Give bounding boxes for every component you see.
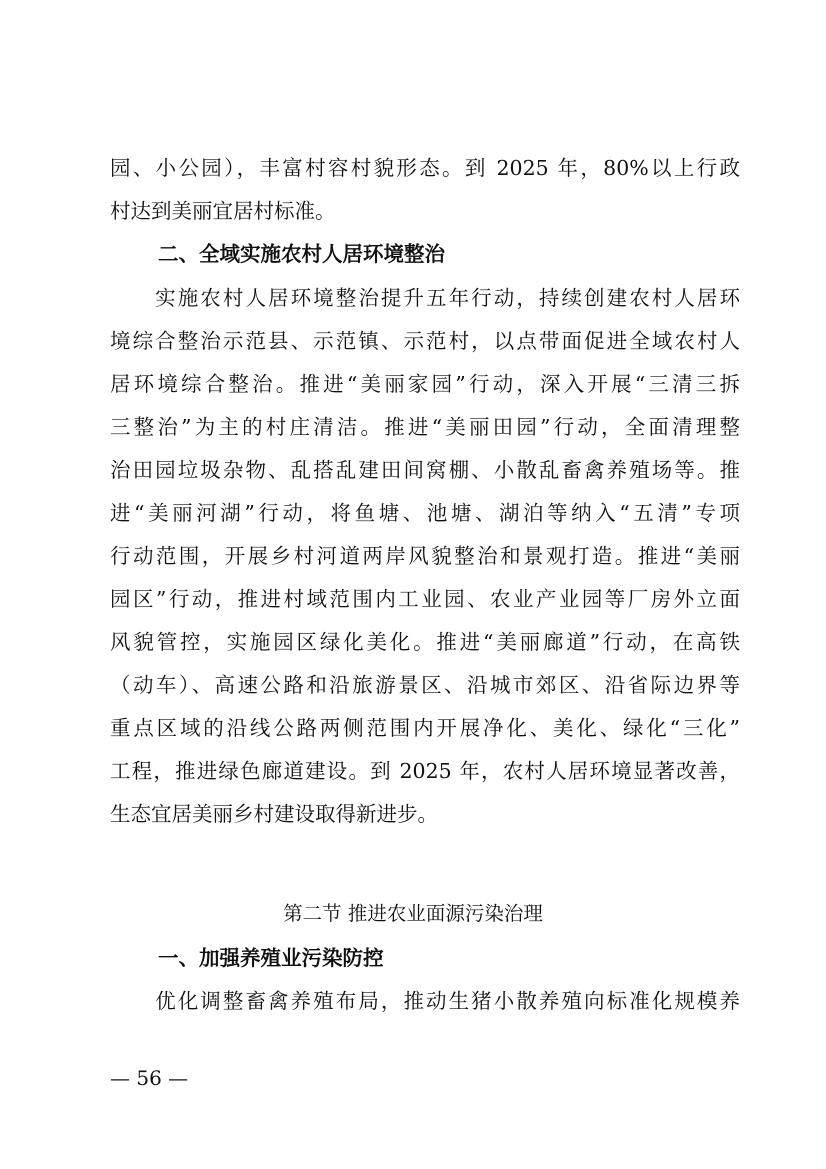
body-text-line: 生态宜居美丽乡村建设取得新进步。 bbox=[110, 802, 438, 826]
body-text-line: 境综合整治示范县、示范镇、示范村，以点带面促进全域农村人 bbox=[110, 329, 740, 353]
body-text-line: 园、小公园），丰富村容村貌形态。到 2025 年，80%以上行政 bbox=[110, 156, 740, 180]
page-number: — 56 — bbox=[110, 1066, 189, 1090]
body-text-line: 行动范围，开展乡村河道两岸风貌整治和景观打造。推进“美丽 bbox=[110, 544, 740, 568]
body-text-line: 实施农村人居环境整治提升五年行动，持续创建农村人居环 bbox=[110, 286, 740, 310]
body-text-line: 工程，推进绿色廊道建设。到 2025 年，农村人居环境显著改善， bbox=[110, 759, 740, 783]
body-text-line: 风貌管控，实施园区绿化美化。推进“美丽廊道”行动，在高铁 bbox=[110, 630, 740, 654]
body-text-line: 优化调整畜禽养殖布局，推动生猪小散养殖向标准化规模养 bbox=[110, 989, 740, 1013]
section-heading: 二、全域实施农村人居环境整治 bbox=[158, 242, 445, 266]
body-text-line: 治田园垃圾杂物、乱搭乱建田间窝棚、小散乱畜禽养殖场等。推 bbox=[110, 458, 740, 482]
body-text-line: （动车）、高速公路和沿旅游景区、沿城市郊区、沿省际边界等 bbox=[110, 673, 740, 697]
body-text-line: 三整治”为主的村庄清洁。推进“美丽田园”行动，全面清理整 bbox=[110, 415, 740, 439]
section-heading: 一、加强养殖业污染防控 bbox=[158, 946, 384, 970]
body-text-line: 进“美丽河湖”行动，将鱼塘、池塘、湖泊等纳入“五清”专项 bbox=[110, 501, 740, 525]
body-text-line: 重点区域的沿线公路两侧范围内开展净化、美化、绿化“三化” bbox=[110, 716, 740, 740]
section-title: 第二节 推进农业面源污染治理 bbox=[283, 902, 543, 925]
body-text-line: 园区”行动，推进村域范围内工业园、农业产业园等厂房外立面 bbox=[110, 587, 740, 611]
body-text-line: 村达到美丽宜居村标准。 bbox=[110, 199, 336, 223]
body-text-line: 居环境综合整治。推进“美丽家园”行动，深入开展“三清三拆 bbox=[110, 372, 740, 396]
